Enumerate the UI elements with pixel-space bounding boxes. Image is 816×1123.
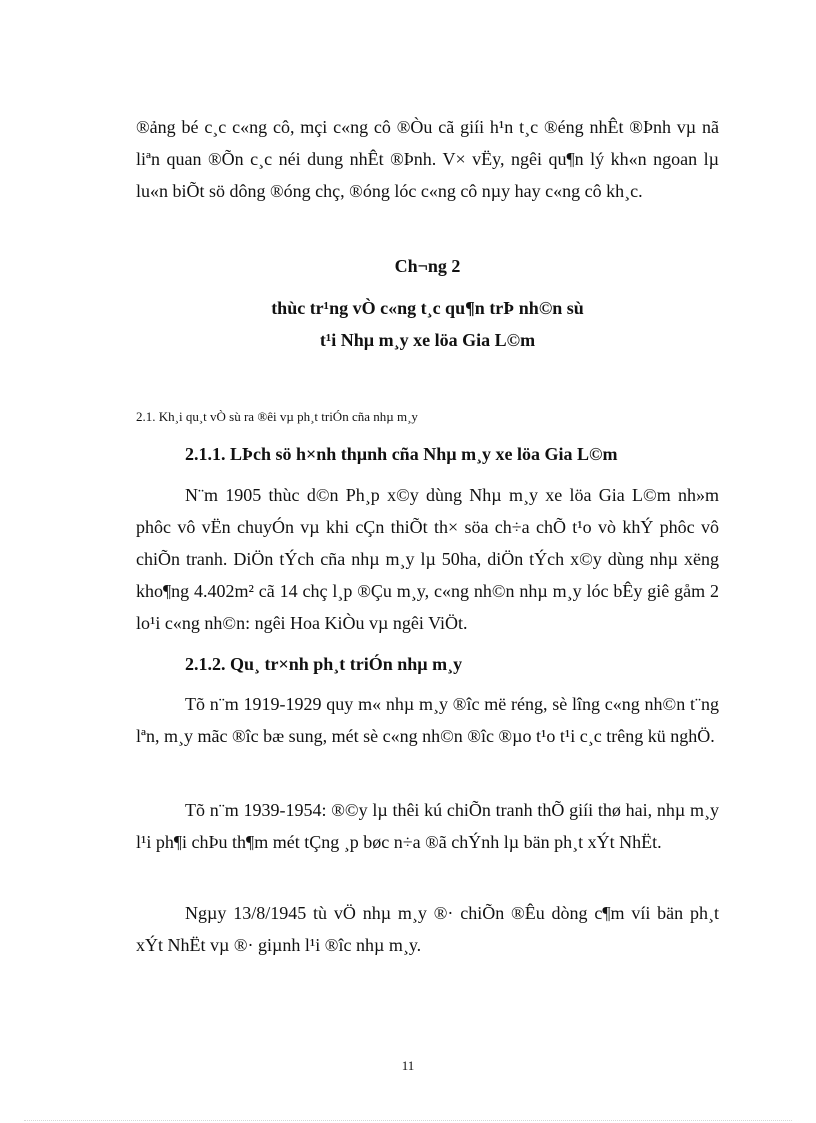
paragraph-intro: ®ảng bé c¸c c«ng cô, mçi c«ng cô ®Òu cã giíi h¹n t¸c ®éng nhÊt ®Þnh vµ nã liªn quan ®Õn c¸c néi dung nhÊt ®Þnh. V× vËy, ngêi qu¶n lý kh«n ngoan lµ lu«n biÕt sö dông ®óng chç, ®óng lóc c«ng cô nµy hay c«ng cô kh¸c. [136, 117, 719, 201]
paragraph-1939-1954: Tõ n¨m 1939-1954: ®©y lµ thêi kú chiÕn tranh thÕ giíi thø hai, nhµ m¸y l¹i ph¶i chÞu th¶m mét tÇng ¸p bøc n÷a ®ã chÝnh lµ bän ph¸t xÝt NhËt. [136, 800, 719, 852]
page-bottom-divider [24, 1120, 792, 1121]
chapter-title-line1: thùc tr¹ng vÒ c«ng t¸c qu¶n trÞ nh©n sù [271, 298, 584, 318]
subsection-heading-2-1-2: 2.1.2. Qu¸ tr×nh ph¸t triÓn nhµ m¸y [185, 654, 463, 674]
paragraph-history: N¨m 1905 thùc d©n Ph¸p x©y dùng Nhµ m¸y xe löa Gia L©m nh»m phôc vô vËn chuyÓn vµ khi cÇn thiÕt th× söa ch÷a chÕ t¹o vò khÝ phôc vô chiÕn tranh. DiÖn tÝch cña nhµ m¸y lµ 50ha, diÖn tÝch x©y dùng nhµ xëng kho¶ng 4.402m² cã 14 chç l¸p ®Çu m¸y, c«ng nh©n nhµ m¸y lóc bÊy giê gåm 2 lo¹i c«ng nh©n: ngêi Hoa KiÒu vµ ngêi ViÖt. [136, 485, 719, 633]
chapter-number: Ch¬ng 2 [394, 256, 461, 276]
section-heading-2-1: 2.1. Kh¸i qu¸t vÒ sù ra ®êi vµ ph¸t triÓn cña nhµ m¸y [136, 409, 418, 424]
subsection-heading-2-1-1: 2.1.1. LÞch sö h×nh thµnh cña Nhµ m¸y xe löa Gia L©m [185, 444, 618, 464]
chapter-title-line2: t¹i Nhµ m¸y xe löa Gia L©m [319, 330, 536, 350]
page-number: 11 [401, 1058, 415, 1073]
paragraph-1919-1929: Tõ n¨m 1919-1929 quy m« nhµ m¸y ®îc më réng, sè lîng c«ng nh©n t¨ng lªn, m¸y mãc ®îc bæ sung, mét sè c«ng nh©n ®îc ®µo t¹o t¹i c¸c trêng kü nghÖ. [136, 694, 719, 746]
paragraph-1945: Ngµy 13/8/1945 tù vÖ nhµ m¸y ®· chiÕn ®Êu dòng c¶m víi bän ph¸t xÝt NhËt vµ ®· giµnh l¹i ®îc nhµ m¸y. [136, 903, 719, 955]
